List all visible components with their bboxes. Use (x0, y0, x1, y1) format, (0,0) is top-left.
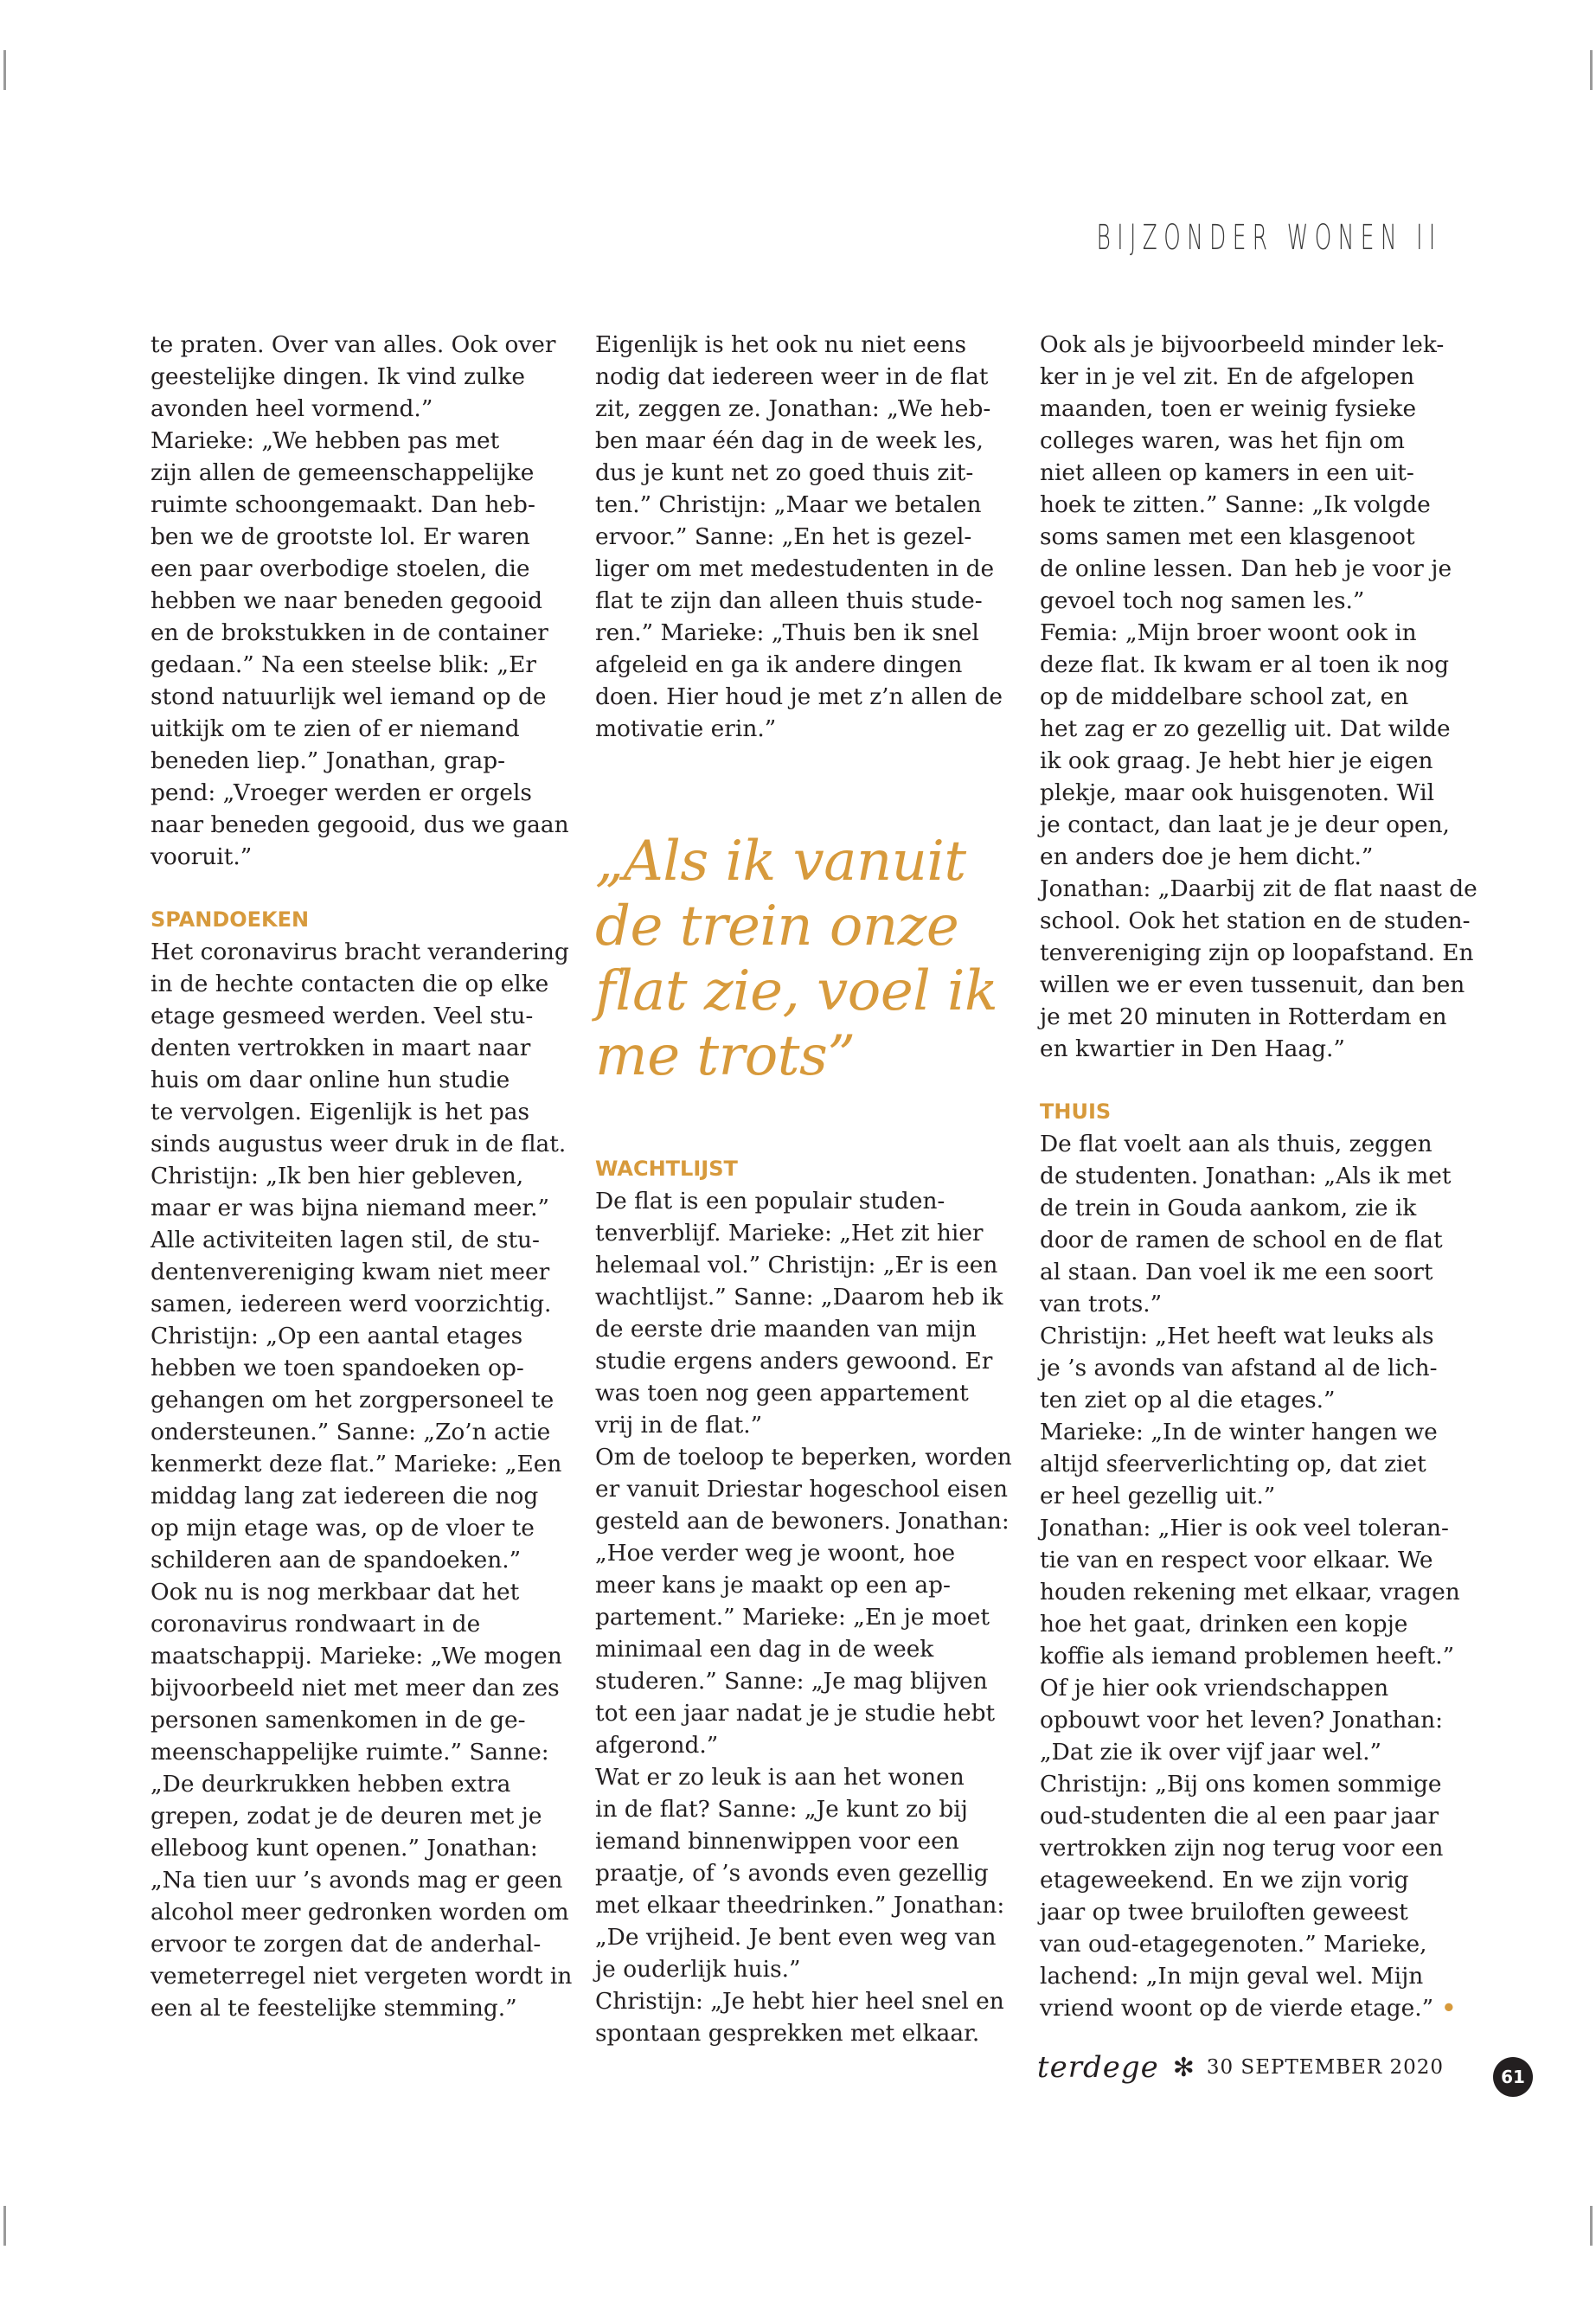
text-line: praatje, of ’s avonds even gezellig (595, 1860, 989, 1887)
text-line: kenmerkt deze flat.” Marieke: „Een (151, 1451, 562, 1477)
text-line: afgeleid en ga ik andere dingen (595, 651, 963, 678)
column-1 (151, 329, 573, 2024)
text-line: je contact, dan laat je je deur open, (1040, 811, 1450, 838)
text-line: stond natuurlijk wel iemand op de (151, 683, 547, 710)
text-line: Ook als je bijvoorbeeld minder lek- (1040, 331, 1445, 358)
text-line: een al te feestelijke stemming.” (151, 1995, 517, 2022)
crop-mark-bottom-left (3, 2206, 6, 2246)
text-line: houden rekening met elkaar, vragen (1040, 1579, 1460, 1606)
text-line: personen samenkomen in de ge- (151, 1707, 526, 1734)
text-line: met elkaar theedrinken.” Jonathan: (595, 1892, 1005, 1919)
pull-quote: „Als ik vanuit de trein onze flat zie, voel ik me trots” (595, 830, 998, 1088)
text-line: hebben we naar beneden gegooid (151, 587, 543, 614)
text-line: elleboog kunt openen.” Jonathan: (151, 1835, 538, 1862)
text-line: denten vertrokken in maart naar (151, 1035, 531, 1061)
text-line: al staan. Dan voel ik me een soort (1040, 1259, 1433, 1285)
text-line: je ’s avonds van afstand al de lich- (1040, 1355, 1438, 1381)
text-line: pend: „Vroeger werden er orgels (151, 779, 532, 806)
column-2 (595, 329, 1012, 2049)
text-line: samen, iedereen werd voorzichtig. (151, 1291, 552, 1317)
text-line: de online lessen. Dan heb je voor je (1040, 555, 1452, 582)
text-line: te praten. Over van alles. Ook over (151, 331, 556, 358)
text-line: van trots.” (1040, 1291, 1163, 1317)
text-line: Ook nu is nog merkbaar dat het (151, 1579, 520, 1606)
text-line: studie ergens anders gewoond. Er (595, 1348, 993, 1375)
text-line: tot een jaar nadat je je studie hebt (595, 1700, 996, 1727)
text-line: de studenten. Jonathan: „Als ik met (1040, 1163, 1452, 1189)
text-line: gesteld aan de bewoners. Jonathan: (595, 1508, 1010, 1535)
text-line: alcohol meer gedronken worden om (151, 1899, 569, 1926)
text-line: koffie als iemand problemen heeft.” (1040, 1643, 1455, 1670)
page-number: 61 (1493, 2057, 1533, 2097)
text-line: en anders doe je hem dicht.” (1040, 843, 1374, 870)
text-line: huis om daar online hun studie (151, 1067, 510, 1093)
text-line: De flat is een populair studen- (595, 1188, 945, 1215)
text-line: Christijn: „Ik ben hier gebleven, (151, 1163, 524, 1189)
text-line: plekje, maar ook huisgenoten. Wil (1040, 779, 1435, 806)
text-line: spontaan gesprekken met elkaar. (595, 2020, 980, 2047)
issue-date: 30 SEPTEMBER 2020 (1206, 2056, 1444, 2079)
text-line: van oud-etagegenoten.” Marieke, (1040, 1931, 1427, 1958)
text-line: nodig dat iedereen weer in de flat (595, 363, 989, 390)
text-line: je met 20 minuten in Rotterdam en (1040, 1003, 1447, 1030)
text-line: Marieke: „In de winter hangen we (1040, 1419, 1438, 1445)
text-line: was toen nog geen appartement (595, 1380, 969, 1407)
text-line: ben we de grootste lol. Er waren (151, 523, 530, 550)
text-line: de eerste drie maanden van mijn (595, 1316, 977, 1343)
subheading-spandoeken: SPANDOEKEN (151, 907, 310, 932)
text-line: door de ramen de school en de flat (1040, 1227, 1443, 1253)
text-line: „Na tien uur ’s avonds mag er geen (151, 1867, 563, 1894)
crop-mark-top-left (3, 50, 6, 90)
text-line: gehangen om het zorgpersoneel te (151, 1387, 554, 1413)
text-line: Alle activiteiten lagen stil, de stu- (151, 1227, 540, 1253)
text-line: Jonathan: „Daarbij zit de flat naast de (1040, 875, 1477, 902)
text-line: beneden liep.” Jonathan, grap- (151, 747, 506, 774)
text-line: iemand binnenwippen voor een (595, 1828, 959, 1855)
text-line: vooruit.” (151, 843, 253, 870)
text-line: gedaan.” Na een steelse blik: „Er (151, 651, 536, 678)
text-line: bijvoorbeeld niet met meer dan zes (151, 1675, 560, 1702)
text-line: hoe het gaat, drinken een kopje (1040, 1611, 1408, 1638)
text-line: wachtlijst.” Sanne: „Daarom heb ik (595, 1284, 1003, 1311)
text-line: Jonathan: „Hier is ook veel toleran- (1040, 1515, 1449, 1541)
text-line: willen we er even tussenuit, dan ben (1040, 971, 1465, 998)
crop-mark-bottom-right (1590, 2206, 1593, 2246)
text-line: vriend woont op de vierde etage.” • (1040, 1995, 1457, 2022)
text-line: „De vrijheid. Je bent even weg van (595, 1924, 997, 1951)
text-line: Wat er zo leuk is aan het wonen (595, 1764, 965, 1791)
subheading-thuis: THUIS (1040, 1099, 1112, 1124)
text-line: „Hoe verder weg je woont, hoe (595, 1540, 956, 1567)
text-line: meenschappelijke ruimte.” Sanne: (151, 1739, 549, 1766)
text-line: dus je kunt net zo goed thuis zit- (595, 459, 974, 486)
text-line: maatschappij. Marieke: „We mogen (151, 1643, 562, 1670)
text-line: deze flat. Ik kwam er al toen ik nog (1040, 651, 1449, 678)
text-line: zit, zeggen ze. Jonathan: „We heb- (595, 395, 991, 422)
text-line: de trein in Gouda aankom, zie ik (1040, 1195, 1417, 1221)
text-line: in de flat? Sanne: „Je kunt zo bij (595, 1796, 968, 1823)
col1-text-block-2 (151, 936, 573, 2024)
text-line: motivatie erin.” (595, 715, 777, 742)
text-line: ruimte schoongemaakt. Dan heb- (151, 491, 535, 518)
col3-text-block-2 (1040, 1128, 1460, 2024)
text-line: schilderen aan de spandoeken.” (151, 1547, 522, 1574)
text-line: geestelijke dingen. Ik vind zulke (151, 363, 525, 390)
text-line: afgerond.” (595, 1732, 719, 1759)
text-line: middag lang zat iedereen die nog (151, 1483, 539, 1509)
text-line: partement.” Marieke: „En je moet (595, 1604, 990, 1631)
footer (1037, 2050, 1444, 2085)
text-line: meer kans je maakt op een ap- (595, 1572, 951, 1599)
text-line: De flat voelt aan als thuis, zeggen (1040, 1131, 1433, 1157)
text-line: Christijn: „Je hebt hier heel snel en (595, 1988, 1004, 2015)
text-line: tenvereniging zijn op loopafstand. En (1040, 939, 1474, 966)
text-line: naar beneden gegooid, dus we gaan (151, 811, 569, 838)
column-3 (1040, 329, 1477, 2024)
text-line: helemaal vol.” Christijn: „Er is een (595, 1252, 998, 1279)
subheading-wachtlijst: WACHTLIJST (595, 1157, 738, 1181)
text-line: lachend: „In mijn geval wel. Mijn (1040, 1963, 1424, 1990)
text-line: ondersteunen.” Sanne: „Zo’n actie (151, 1419, 551, 1445)
col3-text-block-1 (1040, 329, 1477, 1065)
text-line: ker in je vel zit. En de afgelopen (1040, 363, 1415, 390)
text-line: Om de toeloop te beperken, worden (595, 1444, 1012, 1471)
text-line: sinds augustus weer druk in de flat. (151, 1131, 567, 1157)
text-line: hoek te zitten.” Sanne: „Ik volgde (1040, 491, 1431, 518)
text-line: tie van en respect voor elkaar. We (1040, 1547, 1433, 1574)
text-line: het zag er zo gezellig uit. Dat wilde (1040, 715, 1451, 742)
col2-text-block-2 (595, 1185, 1012, 2049)
text-line: etage gesmeed werden. Veel stu- (151, 1003, 534, 1029)
text-line: ik ook graag. Je hebt hier je eigen (1040, 747, 1433, 774)
text-line: zijn allen de gemeenschappelijke (151, 459, 535, 486)
text-line: op de middelbare school zat, en (1040, 683, 1409, 710)
text-line: coronavirus rondwaart in de (151, 1611, 481, 1638)
text-line: in de hechte contacten die op elke (151, 971, 549, 997)
text-line: maar er was bijna niemand meer.” (151, 1195, 549, 1221)
text-line: uitkijk om te zien of er niemand (151, 715, 520, 742)
text-line: flat te zijn dan alleen thuis stude- (595, 587, 983, 614)
text-line: je ouderlijk huis.” (595, 1956, 801, 1983)
text-line: minimaal een dag in de week (595, 1636, 934, 1663)
text-line: etageweekend. En we zijn vorig (1040, 1867, 1409, 1894)
text-line: vrij in de flat.” (595, 1412, 763, 1439)
text-line: studeren.” Sanne: „Je mag blijven (595, 1668, 988, 1695)
text-line: Marieke: „We hebben pas met (151, 427, 500, 454)
text-line: altijd sfeerverlichting op, dat ziet (1040, 1451, 1426, 1477)
text-line: Christijn: „Het heeft wat leuks als (1040, 1323, 1434, 1349)
text-line: ben maar één dag in de week les, (595, 427, 984, 454)
text-line: niet alleen op kamers in een uit- (1040, 459, 1414, 486)
col2-text-block-1 (595, 329, 1006, 745)
text-line: Of je hier ook vriendschappen (1040, 1675, 1389, 1702)
text-line: colleges waren, was het fijn om (1040, 427, 1405, 454)
text-line: en de brokstukken in de container (151, 619, 548, 646)
text-line: gevoel toch nog samen les.” (1040, 587, 1365, 614)
text-line: avonden heel vormend.” (151, 395, 433, 422)
text-line: „Dat zie ik over vijf jaar wel.” (1040, 1739, 1382, 1766)
text-line: opbouwt voor het leven? Jonathan: (1040, 1707, 1443, 1734)
text-line: een paar overbodige stoelen, die (151, 555, 530, 582)
text-line: Het coronavirus bracht verandering (151, 939, 569, 965)
magazine-logo: terdege (1036, 2050, 1159, 2085)
text-line: ervoor te zorgen dat de anderhal- (151, 1931, 542, 1958)
star-separator-icon: ✻ (1172, 2052, 1195, 2083)
text-line: er vanuit Driestar hogeschool eisen (595, 1476, 1008, 1503)
text-line: Christijn: „Bij ons komen sommige (1040, 1771, 1442, 1798)
text-line: soms samen met een klasgenoot (1040, 523, 1415, 550)
text-line: ten.” Christijn: „Maar we betalen (595, 491, 982, 518)
text-line: „De deurkrukken hebben extra (151, 1771, 511, 1798)
col1-text-block-1 (151, 329, 569, 873)
text-line: liger om met medestudenten in de (595, 555, 995, 582)
text-line: school. Ook het station en de studen- (1040, 907, 1471, 934)
crop-mark-top-right (1590, 50, 1593, 90)
text-line: ten ziet op al die etages.” (1040, 1387, 1336, 1413)
text-line: oud-studenten die al een paar jaar (1040, 1803, 1439, 1830)
text-line: ervoor.” Sanne: „En het is gezel- (595, 523, 972, 550)
text-line: tenverblijf. Marieke: „Het zit hier (595, 1220, 984, 1247)
text-line: op mijn etage was, op de vloer te (151, 1515, 535, 1541)
text-line: grepen, zodat je de deuren met je (151, 1803, 542, 1830)
text-line: er heel gezellig uit.” (1040, 1483, 1276, 1509)
text-line: Femia: „Mijn broer woont ook in (1040, 619, 1417, 646)
text-line: doen. Hier houd je met z’n allen de (595, 683, 1003, 710)
text-line: Eigenlijk is het ook nu niet eens (595, 331, 967, 358)
end-of-article-icon: • (1433, 1995, 1457, 2022)
text-line: jaar op twee bruiloften geweest (1040, 1899, 1408, 1926)
text-line: te vervolgen. Eigenlijk is het pas (151, 1099, 530, 1125)
text-line: vertrokken zijn nog terug voor een (1040, 1835, 1444, 1862)
section-header: BIJZONDER WONEN II (1096, 218, 1442, 258)
text-line: hebben we toen spandoeken op- (151, 1355, 524, 1381)
text-line: ren.” Marieke: „Thuis ben ik snel (595, 619, 979, 646)
text-line: vemeterregel niet vergeten wordt in (151, 1963, 573, 1990)
text-line: en kwartier in Den Haag.” (1040, 1035, 1345, 1062)
text-line: Christijn: „Op een aantal etages (151, 1323, 523, 1349)
text-line: dentenvereniging kwam niet meer (151, 1259, 550, 1285)
text-line: maanden, toen er weinig fysieke (1040, 395, 1417, 422)
